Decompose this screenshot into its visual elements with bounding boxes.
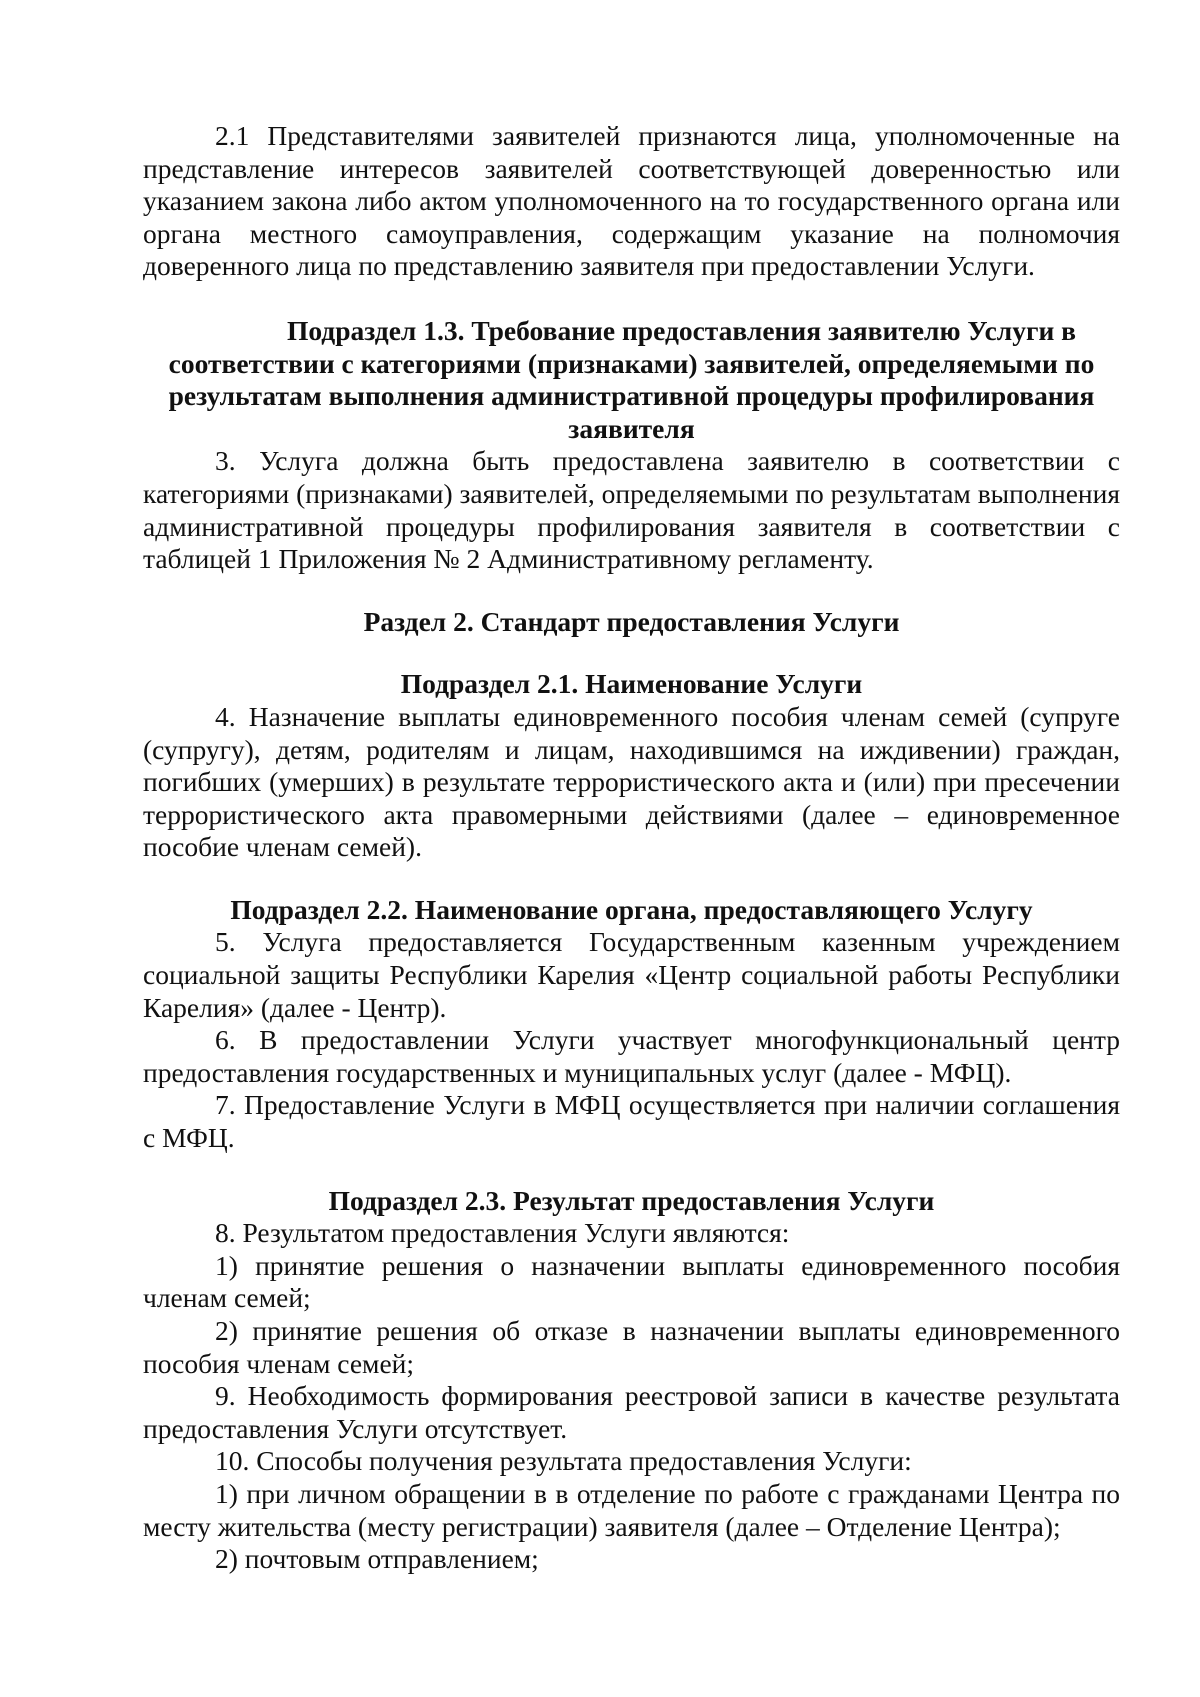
subsection-heading-2-2: Подраздел 2.2. Наименование органа, предоставляющего Услугу xyxy=(230,893,1033,925)
spacer xyxy=(143,864,1120,894)
spacer xyxy=(143,283,1120,315)
paragraph-8: 8. Результатом предоставления Услуги являются: xyxy=(215,1217,790,1249)
paragraph-9: 9. Необходимость формирования реестровой записи в качестве результата предоставления Услуги отсутствует. xyxy=(143,1380,1120,1444)
subsection-heading-2-3: Подраздел 2.3. Результат предоставления Услуги xyxy=(328,1184,935,1216)
paragraph-8-item-1: 1) принятие решения о назначении выплаты единовременного пособия членам семей; xyxy=(143,1249,1120,1314)
paragraph-4: 4. Назначение выплаты единовременного пособия членам семей (супруге (супругу), детям, родителям и лицам, находившимся на иждивении) граждан, погибших (умерших) в результате террористического акта и (или) при пресечении террористического акта правомерными действиями (далее – единовременное пособие членам семей). xyxy=(143,700,1120,863)
paragraph-7: 7. Предоставление Услуги в МФЦ осуществляется при наличии соглашения с МФЦ. xyxy=(143,1089,1120,1154)
paragraph-10: 10. Способы получения результата предоставления Услуги: xyxy=(215,1445,912,1477)
spacer xyxy=(143,576,1120,606)
paragraph-3: 3. Услуга должна быть предоставлена заявителю в соответствии с категориями (признаками) заявителей, определяемыми по результатам выполнения административной процедуры профилирования заявителя в соответствии с таблицей 1 Приложения № 2 Административному регламенту. xyxy=(143,445,1120,575)
paragraph-10-item-2: 2) почтовым отправлением; xyxy=(215,1543,539,1575)
section-heading-2: Раздел 2. Стандарт предоставления Услуги xyxy=(363,605,900,637)
document-page xyxy=(143,120,1120,1576)
paragraph-8-item-2: 2) принятие решения об отказе в назначении выплаты единовременного пособия членам семей; xyxy=(143,1315,1120,1379)
subsection-heading-2-1: Подраздел 2.1. Наименование Услуги xyxy=(400,668,863,700)
paragraph-10-item-1: 1) при личном обращении в в отделение по работе с гражданами Центра по месту жительства (месту регистрации) заявителя (далее – Отделение Центра); xyxy=(143,1477,1120,1542)
spacer xyxy=(143,638,1120,668)
paragraph-6: 6. В предоставлении Услуги участвует многофункциональный центр предоставления государственных и муниципальных услуг (далее - МФЦ). xyxy=(143,1024,1120,1088)
spacer xyxy=(143,1155,1120,1185)
paragraph-5: 5. Услуга предоставляется Государственным казенным учреждением социальной защиты Республики Карелия «Центр социальной работы Республики Карелия» (далее - Центр). xyxy=(143,926,1120,1023)
paragraph-2-1: 2.1 Представителями заявителей признаются лица, уполномоченные на представление интересов заявителей соответствующей доверенностью или указанием закона либо актом уполномоченного на то государственного органа или органа местного самоуправления, содержащим указание на полномочия доверенного лица по представлению заявителя при предоставлении Услуги. xyxy=(143,120,1120,282)
subsection-heading-1-3: Подраздел 1.3. Требование предоставления заявителю Услуги в соответствии с категориями (признаками) заявителей, определяемыми по результатам выполнения административной процедуры профилирования заявителя xyxy=(168,314,1095,444)
